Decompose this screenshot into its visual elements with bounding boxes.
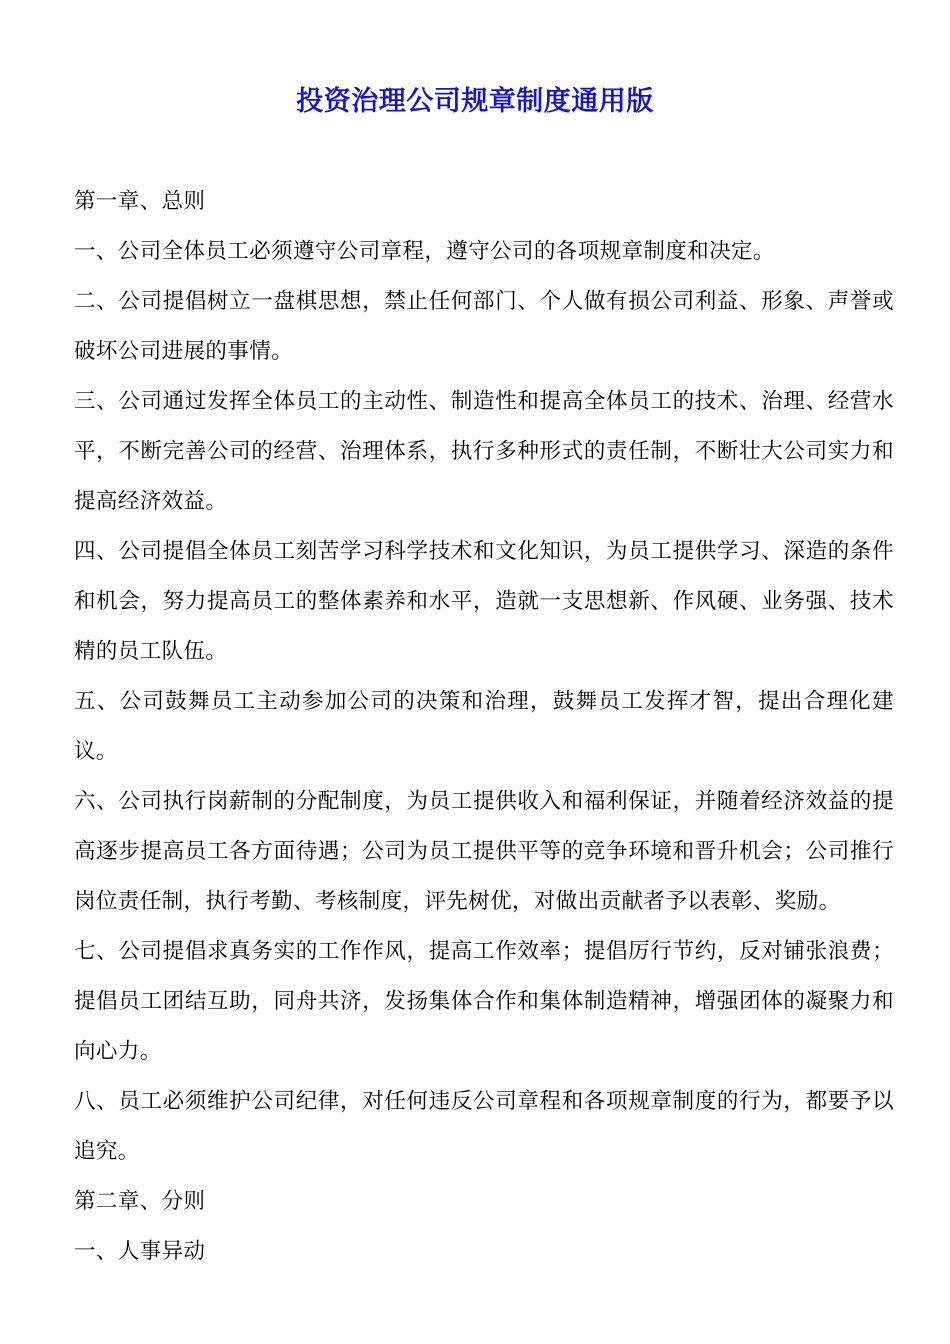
paragraph: 一、公司全体员工必须遵守公司章程，遵守公司的各项规章制度和决定。 — [74, 239, 775, 264]
document-body — [74, 177, 894, 1277]
paragraph: 四、公司提倡全体员工刻苦学习科学技术和文化知识，为员工提供学习、深造的条件和机会，努力提高员工的整体素养和水平，造就一支思想新、作风硬、业务强、技术精的员工队伍。 — [74, 539, 894, 664]
document-title: 投资治理公司规章制度通用版 — [296, 86, 654, 117]
paragraph: 五、公司鼓舞员工主动参加公司的决策和治理，鼓舞员工发挥才智，提出合理化建议。 — [74, 689, 894, 764]
paragraph: 二、公司提倡树立一盘棋思想，禁止任何部门、个人做有损公司利益、形象、声誉或破坏公司进展的事情。 — [74, 289, 894, 364]
paragraph: 六、公司执行岗薪制的分配制度，为员工提供收入和福利保证，并随着经济效益的提高逐步提高员工各方面待遇；公司为员工提供平等的竞争环境和晋升机会；公司推行岗位责任制，执行考勤、考核制度，评先树优，对做出贡献者予以表彰、奖励。 — [74, 789, 894, 914]
section-heading: 一、人事异动 — [74, 1239, 206, 1264]
chapter-heading: 第二章、分则 — [74, 1189, 206, 1214]
chapter-heading: 第一章、总则 — [74, 189, 206, 214]
paragraph: 三、公司通过发挥全体员工的主动性、制造性和提高全体员工的技术、治理、经营水平，不断完善公司的经营、治理体系，执行多种形式的责任制，不断壮大公司实力和提高经济效益。 — [74, 389, 894, 514]
paragraph: 七、公司提倡求真务实的工作作风，提高工作效率；提倡厉行节约，反对铺张浪费；提倡员工团结互助，同舟共济，发扬集体合作和集体制造精神，增强团体的凝聚力和向心力。 — [74, 939, 894, 1064]
paragraph: 八、员工必须维护公司纪律，对任何违反公司章程和各项规章制度的行为，都要予以追究。 — [74, 1089, 894, 1164]
